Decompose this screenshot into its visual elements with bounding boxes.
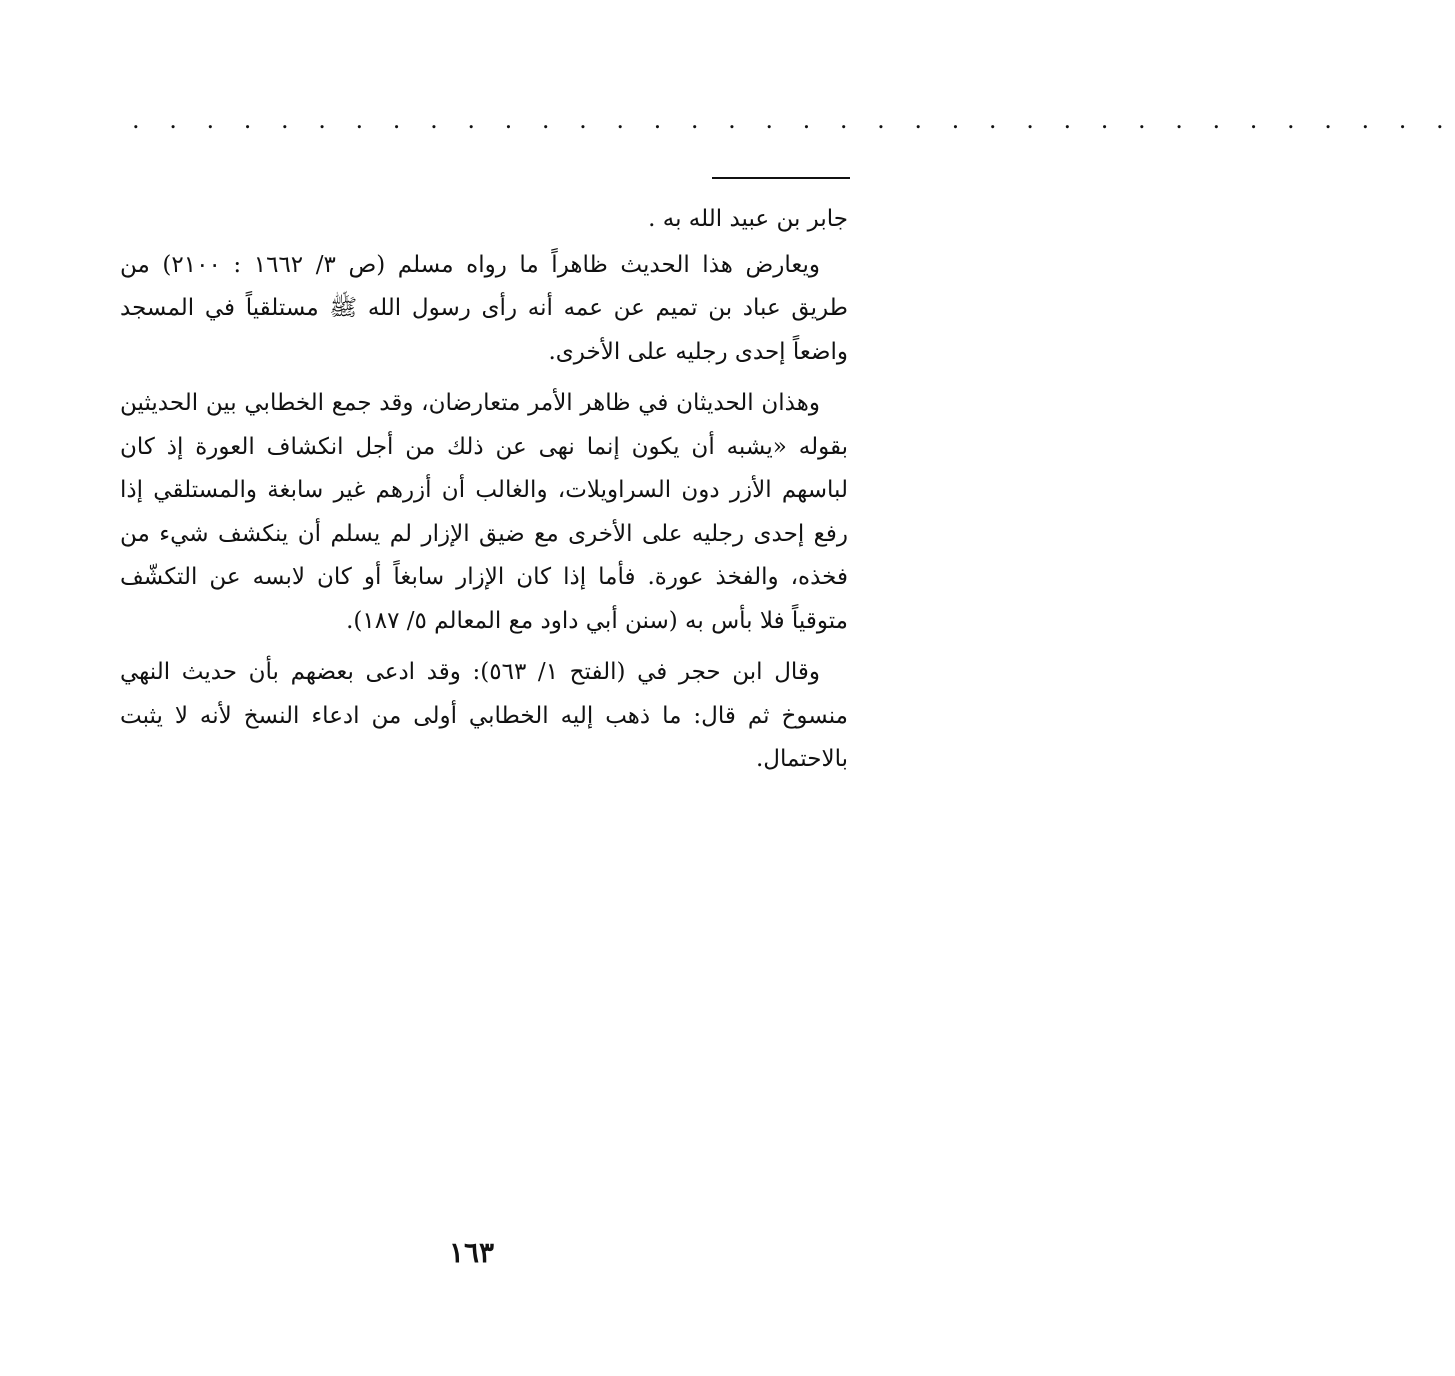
footnote-paragraph-1: جابر بن عبيد الله به . <box>648 206 848 232</box>
footnote-rule <box>712 177 850 179</box>
ellipsis-separator: . . . . . . . . . . . . . . . . . . . . . . . . . . . . . . . . . . . . <box>132 106 1455 134</box>
page-number: ١٦٣ <box>448 1236 495 1269</box>
footnotes-section <box>120 198 848 790</box>
footnote-paragraph-2: ويعارض هذا الحديث ظاهراً ما رواه مسلم (ص ٣/ ١٦٦٢ : ٢١٠٠) من طريق عباد بن تميم عن عمه أنه رأى رسول الله ﷺ مستلقياً في المسجد واضعاً إحدى رجليه على الأخرى. <box>120 251 848 365</box>
footnote-paragraph-4: وقال ابن حجر في (الفتح ١/ ٥٦٣): وقد ادعى بعضهم بأن حديث النهي منسوخ ثم قال: ما ذهب إليه الخطابي أولى من ادعاء النسخ لأنه لا يثبت بالاحتمال. <box>120 659 848 772</box>
footnote-paragraph-3: وهذان الحديثان في ظاهر الأمر متعارضان، وقد جمع الخطابي بين الحديثين بقوله «يشبه أن يكون إنما نهى عن ذلك من أجل انكشاف العورة إذ كان لباسهم الأزر دون السراويلات، والغالب أن أزرهم غير سابغة والمستلقي إذا رفع إحدى رجليه على الأخرى مع ضيق الإزار لم يسلم أن ينكشف شيء من فخذه، والفخذ عورة. فأما إذا كان الإزار سابغاً أو كان لابسه عن التكشّف متوقياً فلا بأس به (سنن أبي داود مع المعالم ٥/ ١٨٧). <box>120 390 849 634</box>
